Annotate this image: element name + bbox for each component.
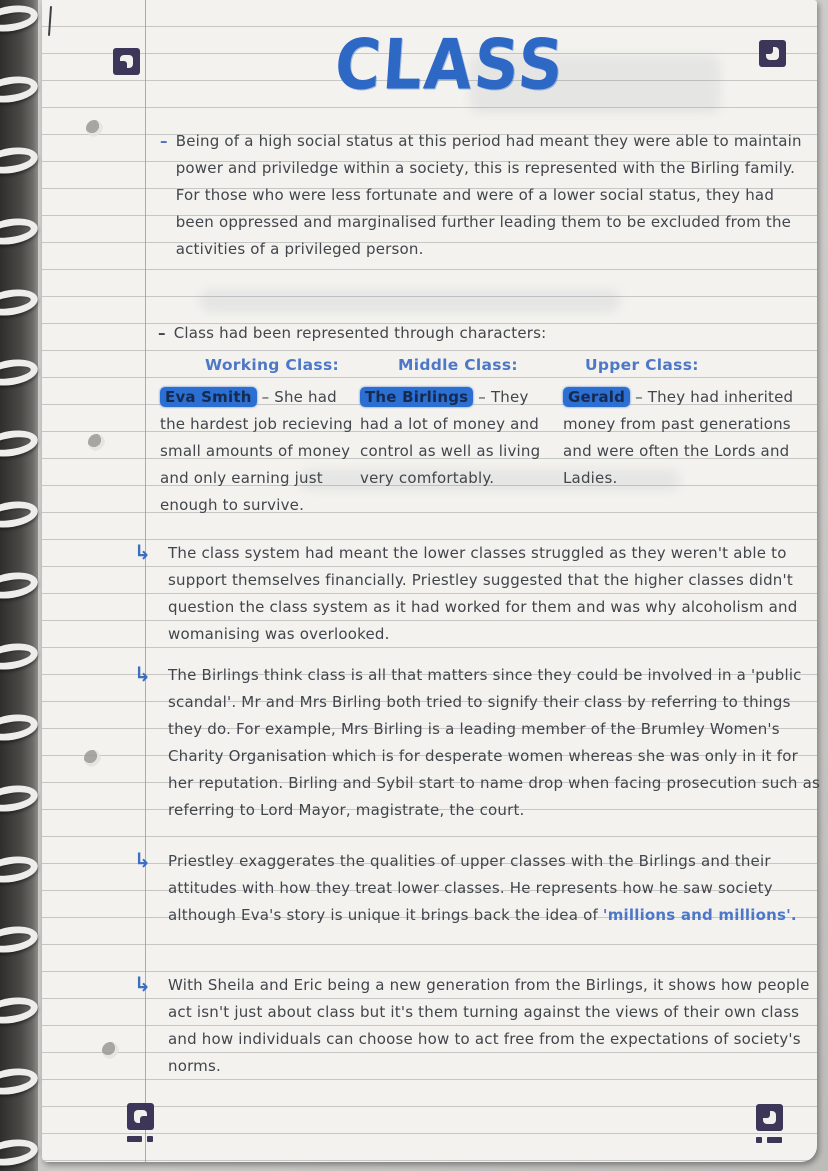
spiral-coil xyxy=(0,1136,40,1169)
marker-bar xyxy=(127,1136,142,1142)
bullet-paragraph-sheila-eric xyxy=(134,972,816,1080)
marker-bar xyxy=(767,1137,782,1143)
highlighted-name-gerald: Gerald xyxy=(563,387,630,407)
middle-class-header: Middle Class: xyxy=(398,356,518,374)
scan-corner-bottom-right-icon xyxy=(756,1104,783,1131)
scan-corner-bottom-right-bars xyxy=(756,1137,782,1143)
highlighted-name-eva-smith: Eva Smith xyxy=(160,387,257,407)
spiral-coil xyxy=(0,852,40,885)
characters-heading xyxy=(158,320,808,347)
characters-heading-text: Class had been represented through characters: xyxy=(173,324,547,342)
bullet-paragraph-birlings-scandal xyxy=(134,662,820,824)
spiral-coil xyxy=(0,356,40,389)
page-title: CLASS xyxy=(332,23,568,106)
hole-punch xyxy=(84,750,101,767)
bullet-text: The Birlings think class is all that matters since they could be involved in a 'public scandal'. Mr and Mrs Birling both tried to signify their class by referring to things they do. For example, Mrs Birling is a leading member of the Brumley Women's Charity Organisation which is for desperate women whereas she was only in it for her reputation. Birling and Sybil start to name drop when facing prosecution such as referring to Lord Mayor, magistrate, the court. xyxy=(168,666,820,819)
bullet-text: The class system had meant the lower classes struggled as they weren't able to support themselves financially. Priestley suggested that the higher classes didn't question the class system as it had worked for them and was why alcoholism and womanising was overlooked. xyxy=(168,544,798,643)
arrow-bullet-icon: ↳ xyxy=(134,848,151,872)
bullet-text xyxy=(168,848,820,929)
spiral-coil xyxy=(0,994,40,1027)
hole-punch xyxy=(102,1042,119,1059)
scan-corner-bottom-left-icon xyxy=(127,1103,154,1130)
spiral-coil xyxy=(0,427,40,460)
spiral-coil xyxy=(0,782,40,815)
marker-bar xyxy=(147,1136,153,1142)
spiral-coil xyxy=(0,2,40,35)
scan-corner-top-left-icon xyxy=(113,48,140,75)
bullet-paragraph-class-system xyxy=(134,540,816,648)
spiral-coil xyxy=(0,711,40,744)
scan-corner-top-right-icon xyxy=(759,40,786,67)
working-class-column xyxy=(160,384,358,519)
spiral-coil xyxy=(0,1065,40,1098)
working-class-header: Working Class: xyxy=(205,356,339,374)
bullet-text-main: Priestley exaggerates the qualities of upper classes with the Birlings and their attitudes with how they treat lower classes. He represents how he saw society although Eva's story is unique it brings back the idea of xyxy=(168,852,773,924)
marker-notch xyxy=(766,47,773,54)
intro-paragraph xyxy=(160,128,815,263)
upper-class-column xyxy=(563,384,815,492)
marker-notch xyxy=(763,1111,770,1118)
middle-class-column xyxy=(360,384,560,492)
bullet-text: With Sheila and Eric being a new generation from the Birlings, it shows how people act isn't just about class but it's them turning against the views of their own class and how individuals can choose how to act free from the expectations of society's norms. xyxy=(168,976,810,1075)
spiral-binding xyxy=(0,6,72,1165)
spiral-coil xyxy=(0,923,40,956)
scan-corner-bottom-left-bars xyxy=(127,1136,153,1142)
arrow-bullet-icon: ↳ xyxy=(134,972,151,996)
intro-text: Being of a high social status at this period had meant they were able to maintain power and priviledge within a society, this is represented with the Birling family. For those who were less fortunate and were of a lower social status, they had been oppressed and marginalised further leading them to be excluded from the activities of a privileged person. xyxy=(175,132,802,258)
spiral-coil xyxy=(0,640,40,673)
spiral-coil xyxy=(0,144,40,177)
spiral-coil xyxy=(0,73,40,106)
hole-punch xyxy=(88,434,105,451)
arrow-bullet-icon: ↳ xyxy=(134,540,151,564)
middle-class-text: – They had a lot of money and control as well as living very comfortably. xyxy=(360,388,541,487)
dash-bullet: – xyxy=(158,324,166,342)
upper-class-text: – They had inherited money from past generations and were often the Lords and Ladies. xyxy=(563,388,794,487)
highlighted-name-the-birlings: The Birlings xyxy=(360,387,473,407)
spiral-coil xyxy=(0,215,40,248)
marker-notch xyxy=(120,61,127,68)
bullet-paragraph-priestley-exaggerates xyxy=(134,848,820,929)
class-column-headers xyxy=(160,352,820,380)
spiral-coil xyxy=(0,285,40,318)
dash-bullet: – xyxy=(160,132,168,150)
bleed-through-smudge xyxy=(200,290,620,312)
upper-class-header: Upper Class: xyxy=(585,356,699,374)
hole-punch xyxy=(86,120,103,137)
millions-quote: 'millions and millions'. xyxy=(602,906,797,924)
arrow-bullet-icon: ↳ xyxy=(134,662,151,686)
spiral-coil xyxy=(0,569,40,602)
marker-notch xyxy=(140,1116,147,1123)
spiral-coil xyxy=(0,498,40,531)
working-class-text: – She had the hardest job recieving small amounts of money and only earning just enough to survive. xyxy=(160,388,353,514)
marker-bar xyxy=(756,1137,762,1143)
